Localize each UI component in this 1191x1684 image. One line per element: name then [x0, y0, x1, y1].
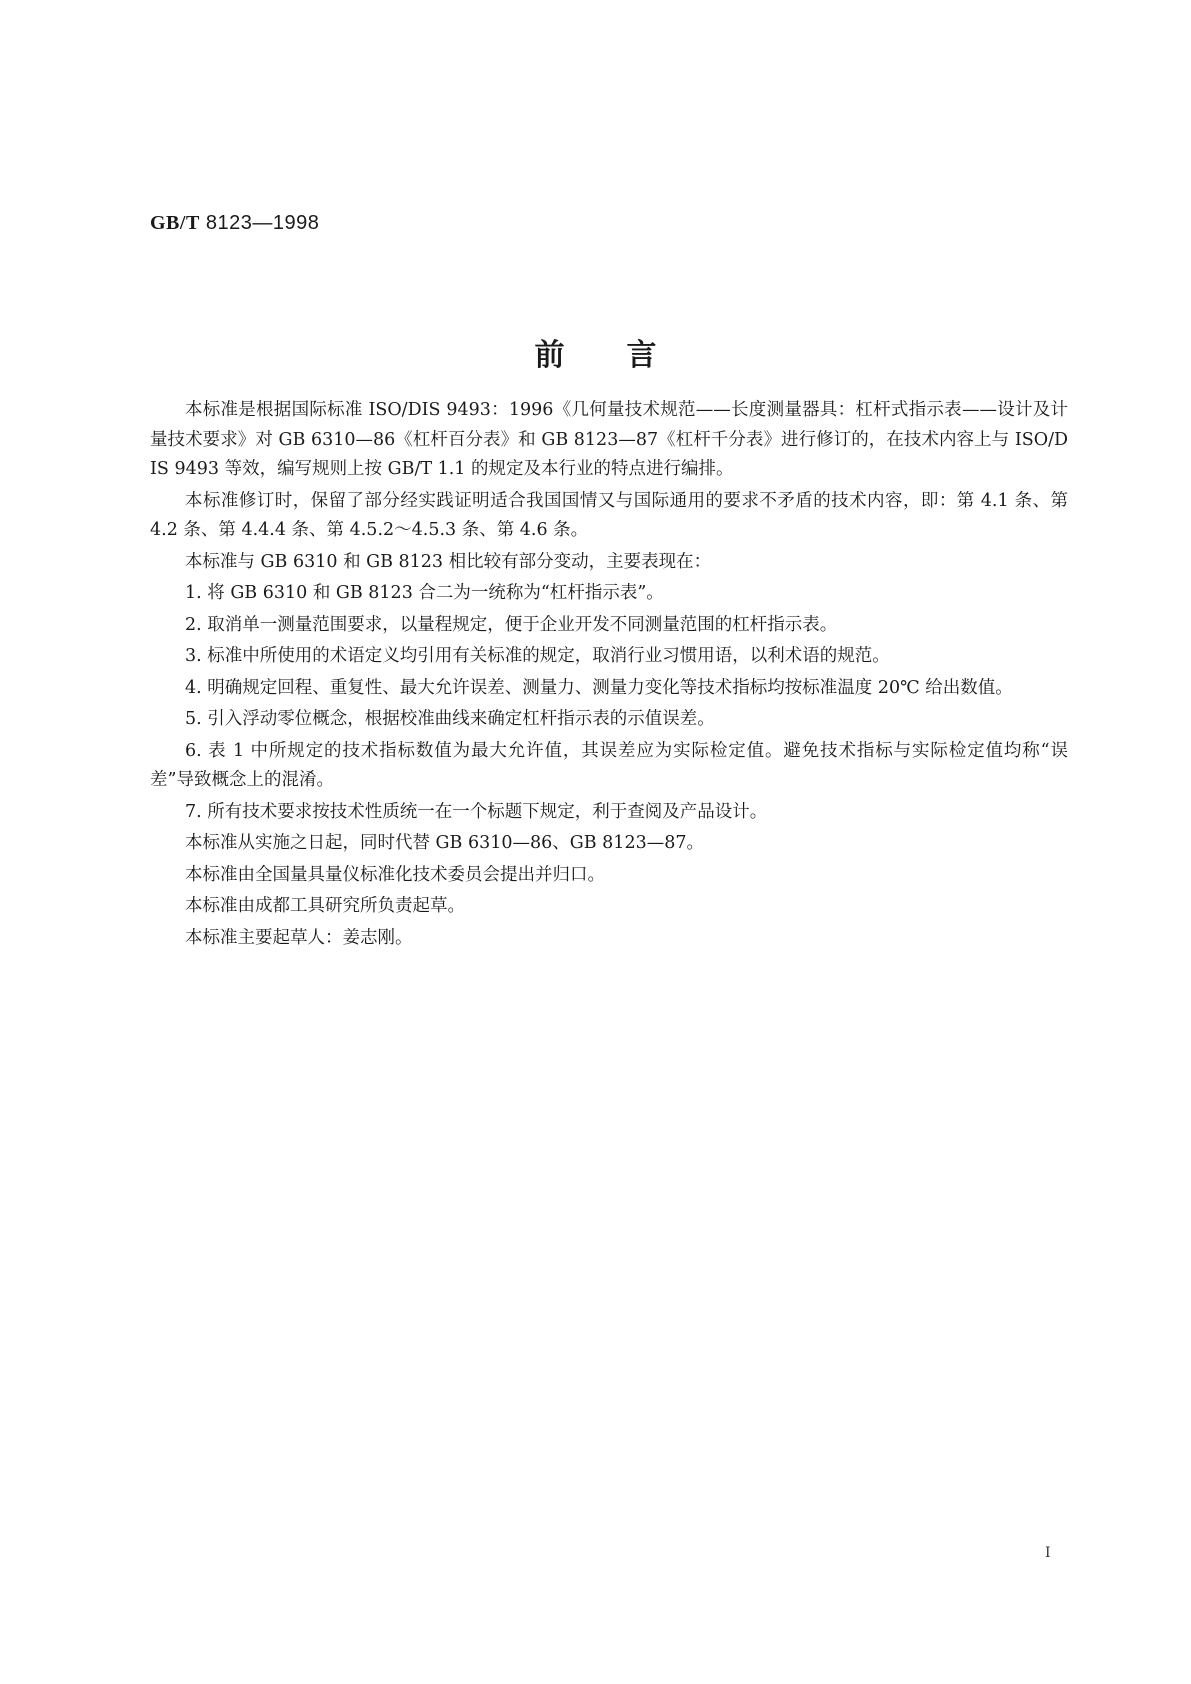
page-number: I: [1045, 1545, 1051, 1561]
paragraph: 本标准由成都工具研究所负责起草。: [185, 896, 465, 916]
paragraph: 7. 所有技术要求按技术性质统一在一个标题下规定，利于查阅及产品设计。: [185, 801, 768, 822]
paragraph: 1. 将 GB 6310 和 GB 8123 合二为一统称为“杠杆指示表”。: [185, 583, 664, 603]
paragraph: 3. 标准中所使用的术语定义均引用有关标准的规定，取消行业习惯用语，以利术语的规范。: [185, 646, 890, 666]
page-title: 前言: [534, 338, 719, 373]
paragraph: 本标准与 GB 6310 和 GB 8123 相比较有部分变动，主要表现在：: [185, 551, 712, 572]
standard-code: [150, 212, 319, 235]
foreword-body: [150, 396, 1068, 955]
paragraph: 6. 表 1 中所规定的技术指标数值为最大允许值，其误差应为实际检定值。避免技术指标与实际检定值均称“误差”导致概念上的混淆。: [150, 740, 1068, 790]
paragraph: 2. 取消单一测量范围要求，以量程规定，便于企业开发不同测量范围的杠杆指示表。: [185, 614, 838, 635]
paragraph: 本标准从实施之日起，同时代替 GB 6310—86、GB 8123—87。: [185, 833, 704, 853]
paragraph: 4. 明确规定回程、重复性、最大允许误差、测量力、测量力变化等技术指标均按标准温度 20℃ 给出数值。: [185, 677, 1013, 698]
paragraph: 本标准是根据国际标准 ISO/DIS 9493：1996《几何量技术规范——长度测量器具：杠杆式指示表——设计及计量技术要求》对 GB 6310—86《杠杆百分表》和 GB 8123—87《杠杆千分表》进行修订的，在技术内容上与 ISO/DIS 9493 等效，编写规则上按 GB/T 1.1 的规定及本行业的特点进行编排。: [150, 400, 1068, 479]
standard-code-prefix: GB/T: [150, 212, 200, 234]
standard-code-number: 8123—1998: [199, 212, 320, 234]
paragraph: 本标准主要起草人：姜志刚。: [185, 927, 413, 948]
paragraph: 5. 引入浮动零位概念，根据校准曲线来确定杠杆指示表的示值误差。: [185, 709, 715, 729]
paragraph: 本标准由全国量具量仪标准化技术委员会提出并归口。: [185, 864, 605, 885]
paragraph: 本标准修订时，保留了部分经实践证明适合我国国情又与国际通用的要求不矛盾的技术内容，即：第 4.1 条、第 4.2 条、第 4.4.4 条、第 4.5.2～4.5.3 条、第 4.6 条。: [150, 490, 1068, 540]
